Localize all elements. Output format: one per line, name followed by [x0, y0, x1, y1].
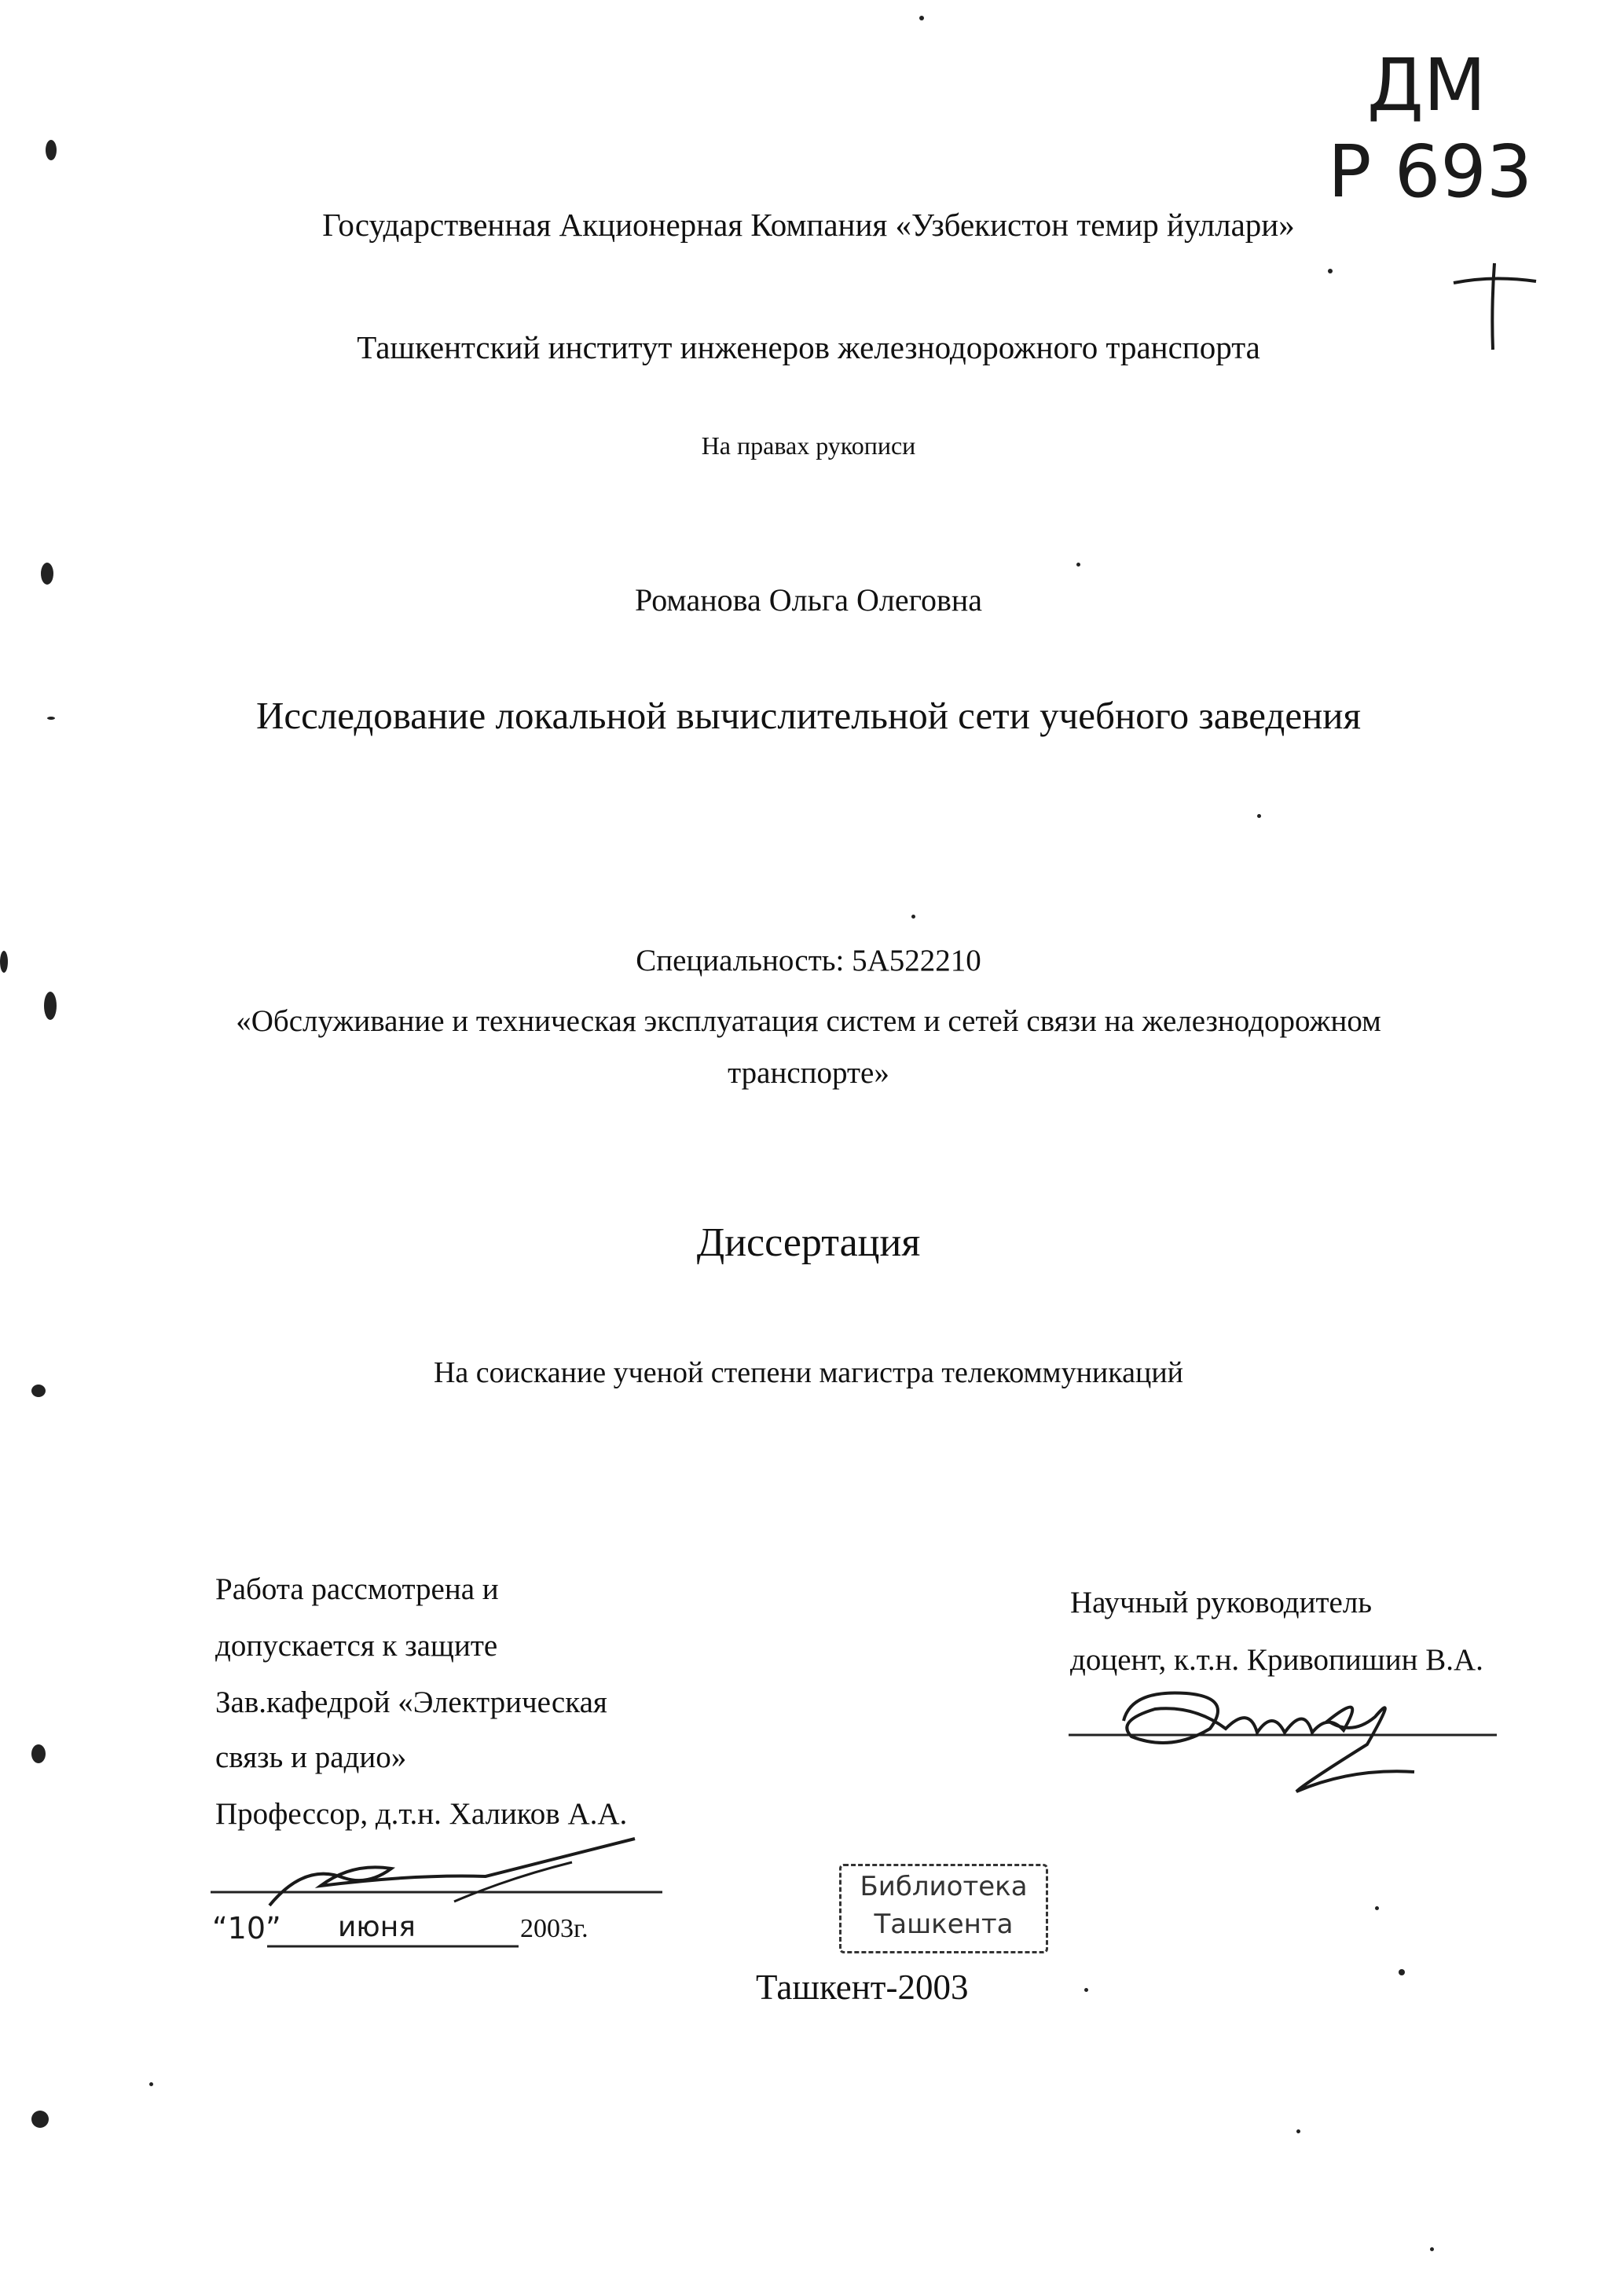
document-type: Диссертация	[696, 1220, 921, 1265]
degree-line: На соискание ученой степени магистра телекоммуникаций	[433, 1356, 1184, 1389]
specialty-name-line-2: транспорте»	[728, 1056, 889, 1090]
scan-speck	[919, 16, 924, 20]
stamp-line-1: Библиотека	[860, 1871, 1028, 1902]
approval-date-year: 2003г.	[520, 1914, 588, 1943]
manuscript-rights: На правах рукописи	[701, 431, 916, 460]
approval-line-2: допускается к защите	[215, 1629, 498, 1663]
scan-speck	[911, 915, 915, 919]
approval-line-3: Зав.кафедрой «Электрическая	[215, 1685, 607, 1719]
scan-speck	[46, 140, 57, 160]
scan-speck	[1076, 563, 1080, 567]
handwritten-archive-code	[1367, 43, 1486, 127]
specialty-code: Специальность: 5А522210	[636, 944, 981, 977]
library-stamp	[839, 1864, 1048, 1953]
specialty-name-line-1: «Обслуживание и техническая эксплуатация систем и сетей связи на железнодорожном	[236, 1004, 1381, 1038]
approver-signature	[211, 1831, 666, 1917]
approval-date-day: “10”	[212, 1911, 281, 1946]
supervisor-name: доцент, к.т.н. Кривопишин В.А.	[1070, 1643, 1483, 1677]
approval-line-1: Работа рассмотрена и	[215, 1572, 499, 1606]
scan-speck	[44, 992, 57, 1020]
supervisor-signature	[1069, 1674, 1509, 1807]
stamp-line-2: Ташкента	[874, 1909, 1014, 1940]
scan-speck	[31, 2111, 49, 2128]
scan-speck	[1296, 2129, 1300, 2133]
scan-speck	[1430, 2247, 1434, 2251]
scan-speck	[1257, 814, 1261, 818]
approval-line-5: Профессор, д.т.н. Халиков А.А.	[215, 1797, 628, 1831]
author-name: Романова Ольга Олеговна	[634, 582, 983, 618]
handwritten-line-1: ДМ	[1367, 43, 1487, 127]
scan-speck	[1084, 1988, 1088, 1992]
institute-name: Ташкентский институт инженеров железнодорожного транспорта	[357, 329, 1260, 365]
handwritten-line-2: Р 693	[1328, 130, 1533, 214]
dissertation-title: Исследование локальной вычислительной сети учебного заведения	[255, 694, 1362, 737]
approval-date-month: июня	[338, 1911, 416, 1943]
scan-speck	[1328, 269, 1333, 273]
city-year: Ташкент-2003	[756, 1968, 969, 2007]
scan-speck	[31, 1744, 46, 1763]
company-name: Государственная Акционерная Компания «Узбекистон темир йуллари»	[322, 207, 1295, 243]
scan-speck	[47, 717, 55, 720]
scan-speck	[41, 563, 53, 585]
scan-speck	[1375, 1906, 1379, 1910]
date-underline	[267, 1944, 519, 1949]
supervisor-role: Научный руководитель	[1070, 1586, 1373, 1619]
scan-speck	[31, 1385, 46, 1397]
scan-speck	[149, 2082, 153, 2086]
handwritten-archive-number	[1328, 130, 1532, 214]
approval-line-4: связь и радио»	[215, 1740, 407, 1774]
scan-speck	[1399, 1969, 1405, 1975]
scan-speck	[0, 951, 8, 973]
